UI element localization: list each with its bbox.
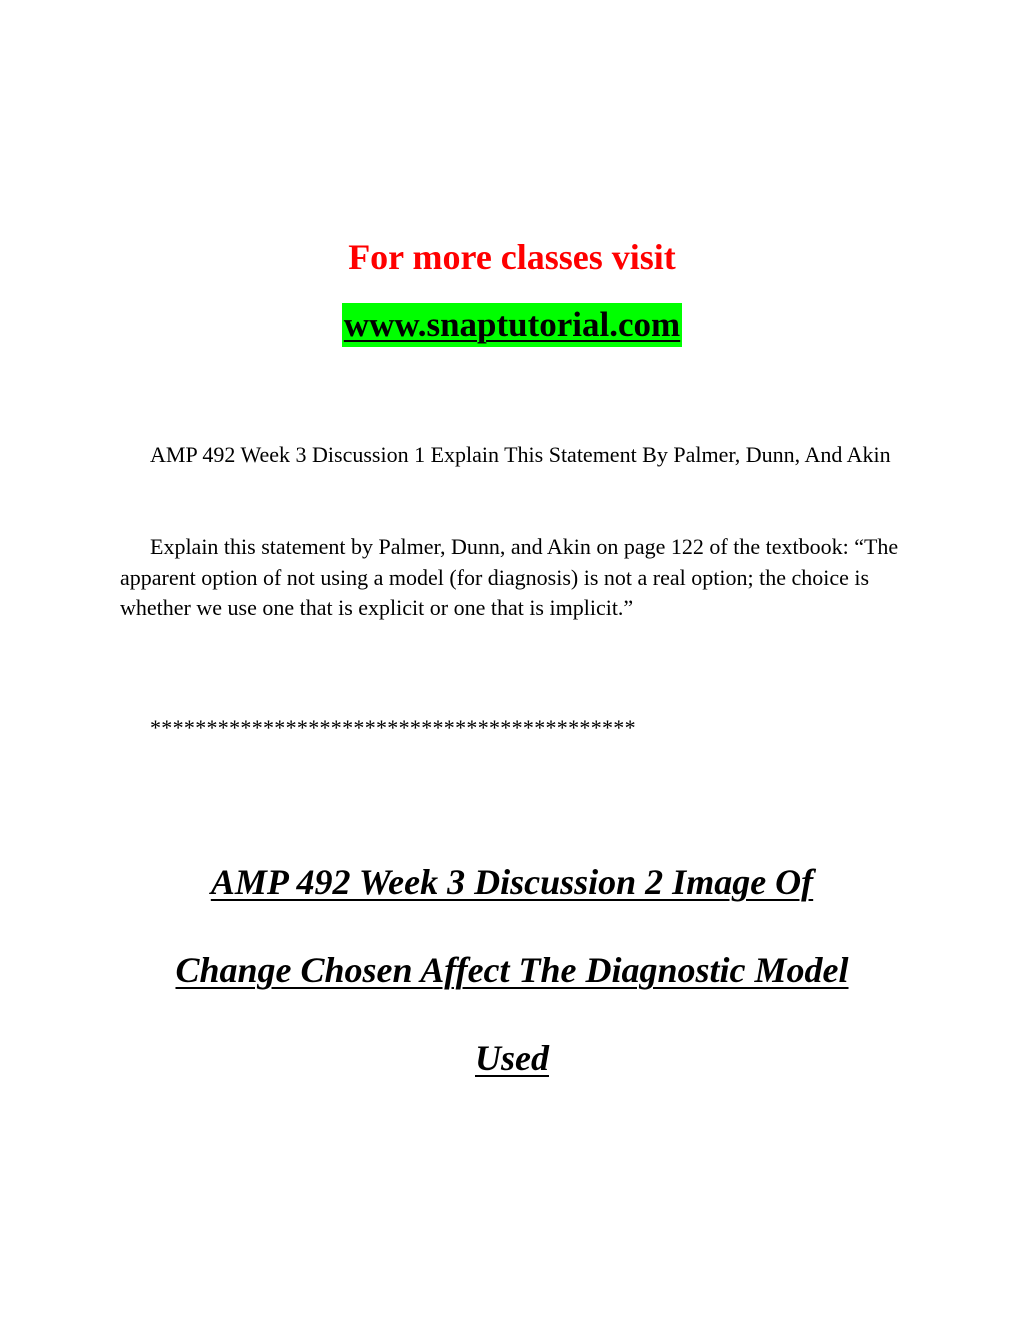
discussion-1-body: Explain this statement by Palmer, Dunn, and Akin on page 122 of the textbook: “The apparent option of not using a model (for diagnosis) is not a real option; the choice is whether we use one that is explicit or one that is implicit.” (120, 534, 899, 620)
discussion-2-heading-line-3: Used (475, 1038, 549, 1078)
asterisk-separator: ******************************************* (150, 715, 636, 740)
discussion-1-title: AMP 492 Week 3 Discussion 1 Explain This Statement By Palmer, Dunn, And Akin (150, 442, 891, 467)
discussion-2-heading (0, 838, 1024, 1102)
promo-link-container (0, 303, 1024, 347)
promo-title: For more classes visit (348, 237, 676, 277)
promo-website-link[interactable]: www.snaptutorial.com (342, 303, 682, 347)
discussion-2-heading-line-1: AMP 492 Week 3 Discussion 2 Image Of (210, 862, 814, 902)
discussion-2-heading-line-2: Change Chosen Affect The Diagnostic Model (175, 950, 849, 990)
